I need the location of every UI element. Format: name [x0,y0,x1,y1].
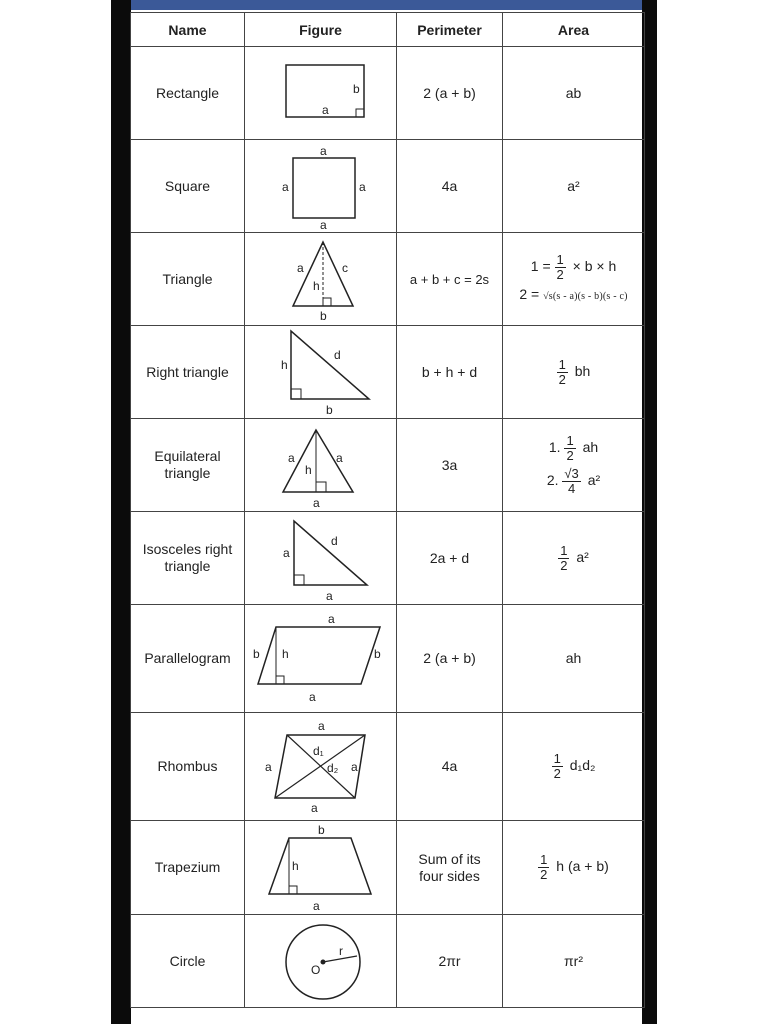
label-h: h [291,858,299,873]
name-line: Isosceles right [142,541,233,557]
shape-figure [245,419,397,512]
label-bottom: a [312,898,320,912]
area-value [503,233,645,326]
area-value: ah [503,605,645,713]
label-bottom: a [325,589,333,601]
area-value: ab [503,47,645,140]
area-value: a² [503,140,645,233]
area-formula-1 [503,253,644,282]
perimeter-value: 2a + d [397,512,503,605]
header-perimeter: Perimeter [397,13,503,47]
label-h: h [281,646,289,661]
label-bottom: a [312,496,320,508]
perimeter-value: 4a [397,140,503,233]
herons-formula: √s(s - a)(s - b)(s - c) [543,291,628,302]
fraction [552,752,563,781]
table-row [131,233,645,326]
shape-figure [245,47,397,140]
area-formula-1 [503,434,644,463]
label-bottom: a [319,218,327,229]
header-area: Area [503,13,645,47]
denominator: 2 [556,267,564,282]
shape-name: Parallelogram [131,605,245,713]
label-a: a [321,103,329,117]
numerator: √3 [564,466,579,481]
formula-suffix: a² [576,548,589,565]
table-row [131,713,645,821]
label-d: d [333,348,341,362]
label-bottom: a [310,800,318,815]
perimeter-value [397,821,503,915]
denominator: 2 [560,557,568,573]
label-left: a [264,759,272,774]
formula-suffix: × b × h [572,258,617,275]
label-left: a [281,180,289,194]
label-right: a [335,451,343,465]
perimeter-value: 2πr [397,915,503,1008]
formula-suffix: bh [574,362,591,379]
table-row [131,326,645,419]
formula-suffix: d₁d₂ [569,757,596,774]
shape-name [131,512,245,605]
numerator: 1 [560,542,568,558]
shape-name: Trapezium [131,821,245,915]
label-a: a [282,546,290,560]
header-figure: Figure [245,13,397,47]
rhombus-figure [251,717,391,817]
fraction [564,434,575,463]
header-name: Name [131,13,245,47]
area-value: πr² [503,915,645,1008]
perimeter-value: b + h + d [397,326,503,419]
label-b: b [325,403,333,417]
fraction [538,853,549,882]
table-row [131,512,645,605]
label-bottom: a [308,689,316,704]
right-triangle-figure [251,327,391,417]
table-row [131,605,645,713]
label-a: a [296,261,304,275]
top-accent-bar [111,0,657,10]
perimeter-line: Sum of its [418,850,481,867]
perimeter-value: 3a [397,419,503,512]
label-top: b [317,823,325,837]
table-row [131,915,645,1008]
fraction [557,358,568,387]
shape-name: Right triangle [131,326,245,419]
perimeter-value: 4a [397,713,503,821]
formula-suffix: a² [587,472,601,489]
perimeter-line: four sides [419,867,480,884]
label-right: a [350,759,358,774]
label-d2: d₂ [326,760,338,775]
label-right: a [358,180,366,194]
shape-name [131,419,245,512]
equilateral-triangle-figure [251,422,391,508]
area-value [503,512,645,605]
rectangle-figure [251,53,391,133]
label-left: b [252,646,260,661]
label-b: b [319,309,327,322]
perimeter-value: 2 (a + b) [397,47,503,140]
numerator: 1 [556,252,564,267]
shape-figure [245,821,397,915]
area-value [503,713,645,821]
header-row [131,13,645,47]
label-h: h [312,279,320,293]
square-figure [251,143,391,229]
denominator: 2 [566,448,574,463]
numerator: 1 [558,356,566,372]
label-top: a [317,718,325,733]
label-right: b [373,646,381,661]
table-row [131,821,645,915]
shape-name: Triangle [131,233,245,326]
label-h: h [304,463,312,477]
shape-figure [245,915,397,1008]
area-value [503,419,645,512]
parallelogram-figure [246,611,396,707]
shape-name: Square [131,140,245,233]
numerator: 1 [540,852,548,867]
triangle-figure [251,236,391,322]
formula-prefix: 1 = [530,258,551,275]
formula-prefix: 1. [548,439,561,456]
label-d: d [330,534,338,548]
numerator: 1 [566,433,574,448]
denominator: 2 [540,867,548,882]
shape-figure [245,326,397,419]
mensuration-formula-table [130,12,645,1008]
shape-name: Rectangle [131,47,245,140]
formula-prefix: 2 = [519,286,540,302]
label-top: a [319,144,327,158]
label-c: c [341,261,348,275]
table-row [131,419,645,512]
fraction [555,253,566,282]
area-formula-2 [503,286,644,305]
name-line: Equilateral [154,448,221,464]
label-r: r [338,944,343,958]
shape-figure [245,512,397,605]
left-border-strip [111,0,131,1024]
fraction [562,467,580,496]
fraction [558,544,569,573]
denominator: 2 [553,766,561,781]
shape-figure [245,605,397,713]
shape-figure [245,233,397,326]
numerator: 1 [553,751,561,766]
name-line: triangle [164,558,211,574]
formula-suffix: h (a + b) [556,858,609,875]
label-top: a [327,611,335,626]
formula-prefix: 2. [546,472,559,489]
denominator: 4 [567,481,576,496]
label-b: b [352,82,360,96]
denominator: 2 [558,371,566,387]
label-d1: d₁ [312,743,324,758]
label-o: O [310,963,320,977]
shape-name: Circle [131,915,245,1008]
area-value [503,821,645,915]
label-left: a [287,451,295,465]
area-value [503,326,645,419]
isosceles-right-triangle-figure [251,515,391,601]
table-row [131,140,645,233]
trapezium-figure [251,824,391,912]
table-row [131,47,645,140]
shape-name: Rhombus [131,713,245,821]
shape-figure [245,713,397,821]
area-formula-2 [503,467,644,496]
perimeter-value: a + b + c = 2s [397,233,503,326]
formula-suffix: ah [582,439,599,456]
label-h: h [280,358,288,372]
perimeter-value: 2 (a + b) [397,605,503,713]
shape-figure [245,140,397,233]
circle-figure [251,918,391,1004]
name-line: triangle [164,465,211,481]
